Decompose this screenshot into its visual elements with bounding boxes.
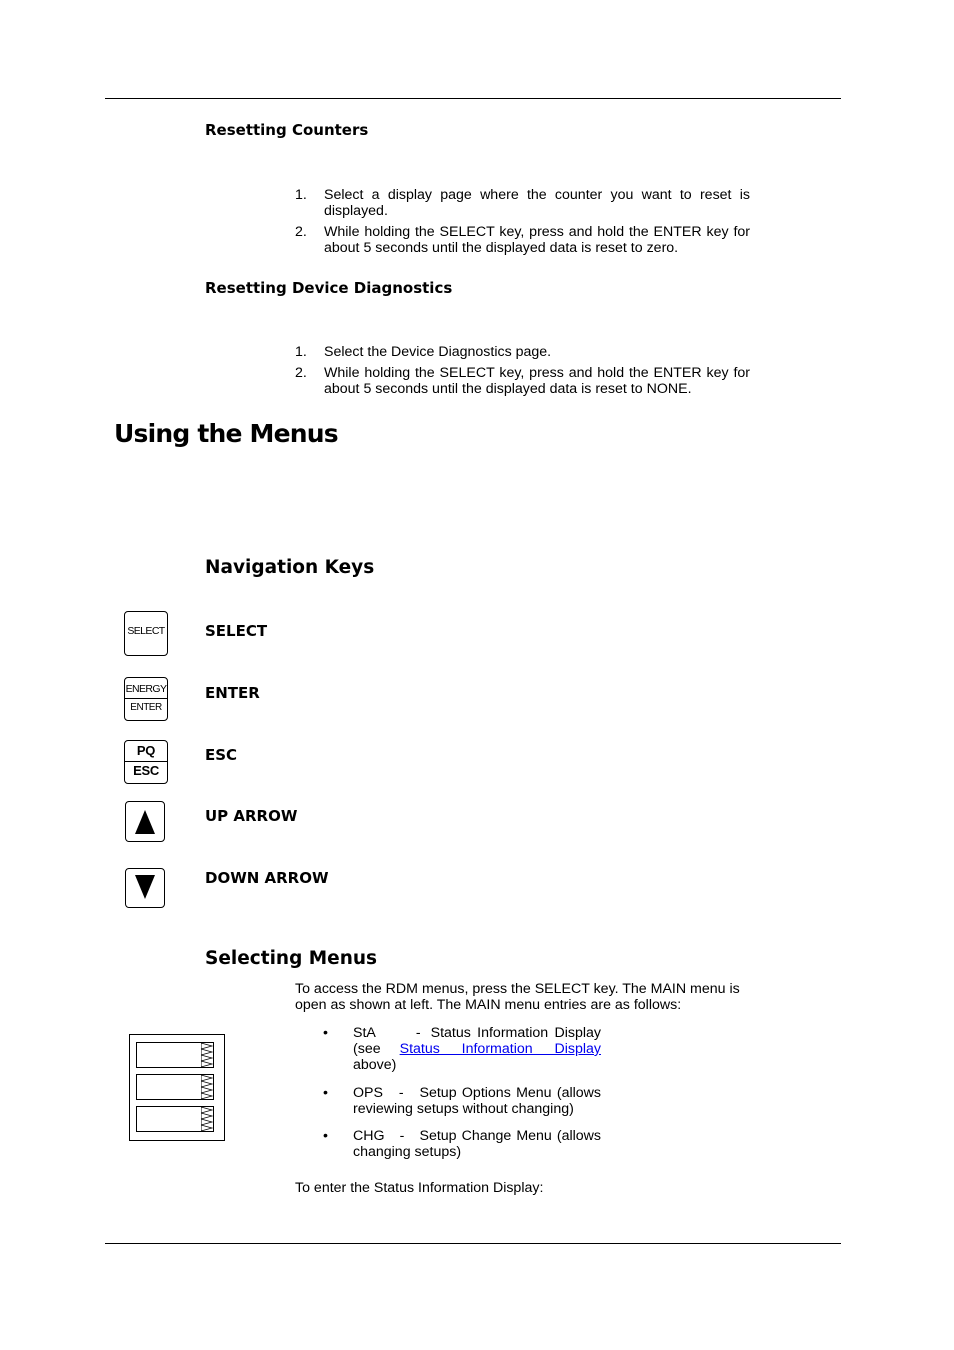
display-segment [136,1074,214,1100]
bullet-icon: • [323,1085,328,1101]
energy-key-text: ENERGY [125,683,167,695]
header-rule [105,98,841,99]
step-text: While holding the SELECT key, press and hold the ENTER key for about 5 seconds until the displayed data is reset to zero. [324,224,750,256]
enter-key-text: ENTER [130,702,162,713]
heading-using-menus: Using the Menus [114,419,338,448]
select-key-label: SELECT [205,622,268,640]
selecting-menus-outro: To enter the Status Information Display: [295,1180,544,1196]
footer-rule [105,1243,841,1244]
select-key-icon [124,611,168,656]
main-menu-display [129,1034,225,1141]
list-item [295,187,750,219]
step-number: 2. [295,224,307,240]
list-item [323,1025,601,1073]
up-arrow-key-label: UP ARROW [205,807,298,825]
step-text: Select the Device Diagnostics page. [324,344,552,360]
resetting-diagnostics-steps [295,344,750,402]
list-item [323,1085,601,1117]
energy-enter-key-icon [124,677,168,721]
list-item [323,1128,601,1160]
menu-entry-text: OPS - Setup Options Menu (allows reviewing setups without changing) [353,1085,602,1117]
list-item [295,365,750,397]
down-arrow-key-label: DOWN ARROW [205,869,329,887]
enter-key-label: ENTER [205,684,260,702]
step-text: While holding the SELECT key, press and hold the ENTER key for about 5 seconds until the displayed data is reset to NONE. [324,365,750,397]
list-item [295,344,750,360]
heading-selecting-menus: Selecting Menus [205,948,378,969]
bullet-icon: • [323,1025,328,1041]
esc-key-text: ESC [133,763,159,778]
esc-key-label: ESC [205,746,238,764]
pq-key-text: PQ [136,743,156,758]
step-number: 1. [295,187,307,203]
zigzag-icon [201,1075,213,1099]
down-arrow-icon [126,869,164,907]
down-arrow-key [125,868,165,908]
heading-navigation-keys: Navigation Keys [205,557,375,578]
list-item [295,224,750,256]
pq-esc-key-icon [124,740,168,784]
select-key-text: SELECT [127,625,165,637]
step-number: 1. [295,344,307,360]
menu-entry-text: StA - Status Information Display (see Status Information Display above) [353,1025,601,1073]
up-arrow-icon [126,802,164,841]
step-number: 2. [295,365,307,381]
bullet-icon: • [323,1128,328,1144]
zigzag-icon [201,1043,213,1067]
up-arrow-key [125,801,165,842]
status-information-display-link[interactable]: Status Information Display [399,1041,601,1057]
zigzag-icon [201,1107,213,1131]
display-segment [136,1042,214,1068]
display-segment [136,1106,214,1132]
menu-entry-text: CHG - Setup Change Menu (allows changing setups) [353,1128,601,1160]
resetting-counters-steps [295,187,750,261]
heading-resetting-diagnostics: Resetting Device Diagnostics [205,279,453,297]
step-text: Select a display page where the counter you want to reset is displayed. [324,187,750,219]
heading-resetting-counters: Resetting Counters [205,121,369,139]
selecting-menus-intro: To access the RDM menus, press the SELECT key. The MAIN menu is open as shown at left. The MAIN menu entries are as follows: [295,981,740,1013]
